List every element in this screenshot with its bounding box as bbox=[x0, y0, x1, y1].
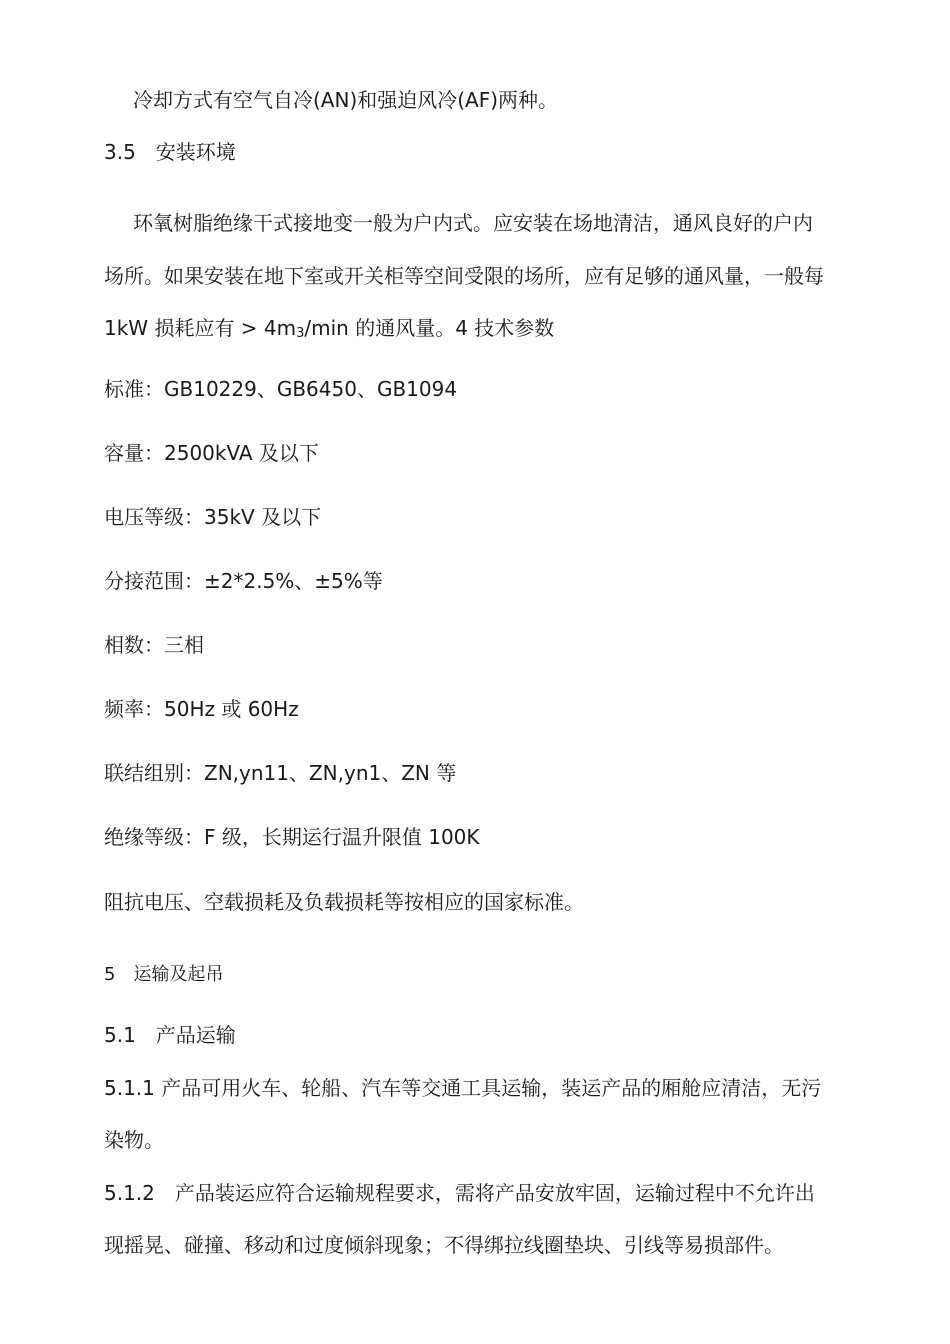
ventilation-text-b: /min 的通风量。4 技术参数 bbox=[304, 316, 555, 340]
param-connection: 联结组别：ZN,yn11、ZN,yn1、ZN 等 bbox=[104, 761, 457, 785]
param-capacity: 容量：2500kVA 及以下 bbox=[104, 441, 319, 465]
clause-5-1-2-line-1: 5.1.2 产品装运应符合运输规程要求，需将产品安放牢固，运输过程中不允许出 bbox=[104, 1181, 815, 1205]
ventilation-text-a: 1kW 损耗应有 > 4m bbox=[104, 316, 297, 340]
param-phases: 相数：三相 bbox=[104, 633, 204, 657]
section-5-1-heading: 5.1 产品运输 bbox=[104, 1023, 236, 1047]
param-voltage: 电压等级：35kV 及以下 bbox=[104, 505, 322, 529]
environment-paragraph-line-1: 环氧树脂绝缘干式接地变一般为户内式。应安装在场地清洁，通风良好的户内 bbox=[133, 211, 813, 235]
clause-5-1-1-line-2: 染物。 bbox=[104, 1128, 164, 1152]
param-tap-range: 分接范围：±2*2.5%、±5%等 bbox=[104, 569, 383, 593]
environment-paragraph-line-2: 场所。如果安装在地下室或开关柜等空间受限的场所，应有足够的通风量，一般每 bbox=[104, 264, 824, 288]
cooling-text: 冷却方式有空气自冷(AN)和强迫风冷(AF)两种。 bbox=[133, 88, 559, 112]
section-5-heading: 5 运输及起吊 bbox=[104, 964, 224, 985]
section-3-5-heading: 3.5 安装环境 bbox=[104, 140, 236, 164]
clause-5-1-2-line-2: 现摇晃、碰撞、移动和过度倾斜现象；不得绑拉线圈垫块、引线等易损部件。 bbox=[104, 1233, 784, 1257]
param-impedance: 阻抗电压、空载损耗及负载损耗等按相应的国家标准。 bbox=[104, 890, 584, 914]
param-standard: 标准：GB10229、GB6450、GB1094 bbox=[104, 377, 458, 401]
cubic-subscript: 3 bbox=[296, 326, 305, 341]
clause-5-1-1-line-1: 5.1.1 产品可用火车、轮船、汽车等交通工具运输，装运产品的厢舱应清洁，无污 bbox=[104, 1076, 822, 1100]
environment-paragraph-line-3 bbox=[104, 314, 554, 348]
param-insulation: 绝缘等级：F 级，长期运行温升限值 100K bbox=[104, 825, 480, 849]
param-frequency: 频率：50Hz 或 60Hz bbox=[104, 697, 299, 721]
